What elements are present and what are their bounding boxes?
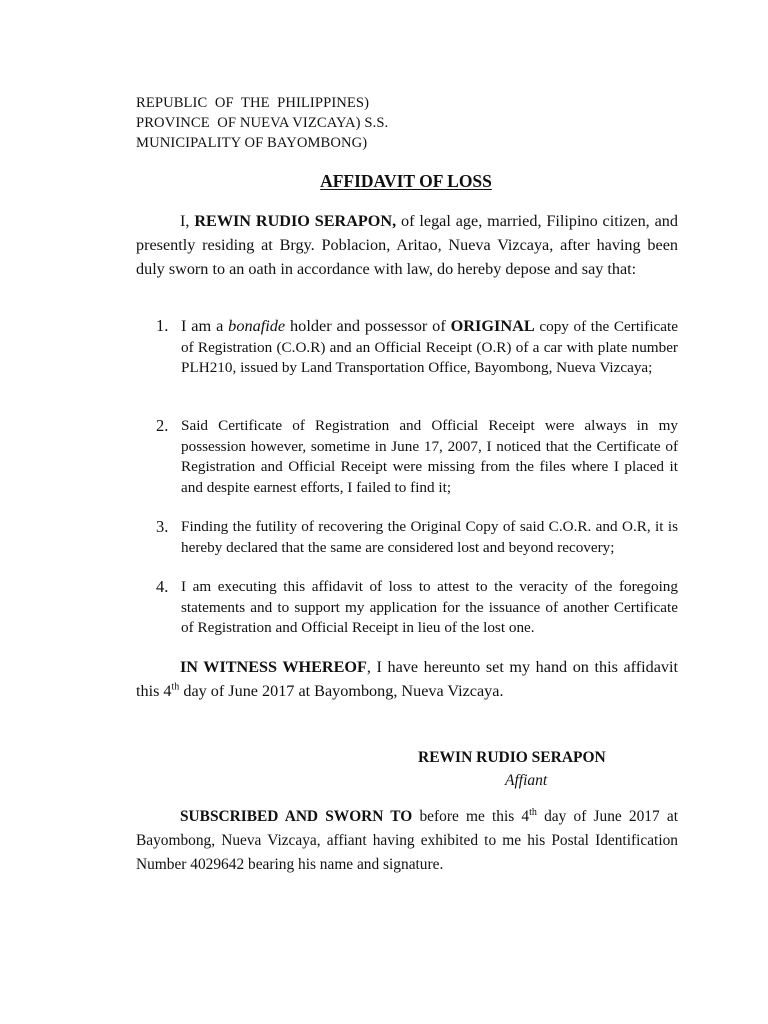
venue-block (136, 93, 388, 153)
item-number: 4. (156, 577, 169, 596)
witness-text: , I have hereunto set my hand on this affidavit this 4 (136, 658, 678, 700)
venue-line-republic: REPUBLIC OF THE PHILIPPINES) (136, 95, 370, 111)
item-text: I am executing this affidavit of loss to attest to the veracity of the foregoing statements and to support my application for the issuance of another Certificate of Registration and Official Receipt in lieu of the lost one. (181, 578, 678, 636)
item-text-bold: ORIGINAL (450, 316, 535, 335)
venue-line-municipality: MUNICIPALITY OF BAYOMBONG) (136, 135, 368, 151)
item-text: Finding the futility of recovering the Original Copy of said C.O.R. and O.R, it is hereby declared that the same are considered lost and beyond recovery; (181, 518, 678, 556)
document-title: AFFIDAVIT OF LOSS (320, 171, 492, 191)
item-text-part: I am a (181, 316, 229, 335)
item-number: 2. (156, 416, 169, 435)
intro-paragraph (136, 209, 678, 281)
jurat-paragraph (136, 805, 678, 877)
jurat-heading: SUBSCRIBED AND SWORN TO (180, 808, 413, 825)
intro-text: of legal age, married, Filipino citizen, and presently residing at Brgy. Poblacion, Aritao, Nueva Vizcaya, after having been duly sworn to an oath in accordance with law, do hereby depose and say that: (136, 212, 678, 278)
item-text-italic: bonafide (228, 316, 286, 335)
list-item (156, 577, 678, 639)
venue-line-province: PROVINCE OF NUEVA VIZCAYA) S.S. (136, 115, 389, 131)
affiant-name-intro: REWIN RUDIO SERAPON, (194, 212, 397, 230)
item-text-part: copy of the Certificate of Registration (C.O.R) and an Official Receipt (O.R) of a car with plate number PLH210, issued by Land Transportation Office, Bayombong, Nueva Vizcaya; (181, 318, 678, 376)
jurat-text-end: day of June 2017 at Bayombong, Nueva Vizcaya, affiant having exhibited to me his Postal Identification Number 4029642 bearing his name and signature. (136, 808, 679, 873)
item-number: 3. (156, 517, 169, 536)
item-number: 1. (156, 316, 169, 335)
witness-ordinal: th (171, 681, 180, 693)
jurat-ordinal: th (529, 806, 537, 818)
signature-name: REWIN RUDIO SERAPON (418, 749, 606, 766)
item-text-part: holder and possessor of (285, 316, 451, 335)
intro-prefix: I, (180, 212, 195, 230)
item-text (181, 316, 678, 379)
list-item (156, 316, 678, 379)
signature-role: Affiant (505, 772, 548, 789)
jurat-text: before me this 4 (412, 808, 530, 825)
witness-heading: IN WITNESS WHEREOF (180, 658, 367, 676)
list-item (156, 517, 678, 558)
list-item (156, 416, 678, 498)
witness-paragraph (136, 655, 678, 703)
witness-text-end: day of June 2017 at Bayombong, Nueva Vizcaya. (179, 682, 504, 700)
item-text: Said Certificate of Registration and Official Receipt were always in my possession however, sometime in June 17, 2007, I noticed that the Certificate of Registration and Official Receipt were missing from the files where I placed it and despite earnest efforts, I failed to find it; (181, 417, 678, 496)
